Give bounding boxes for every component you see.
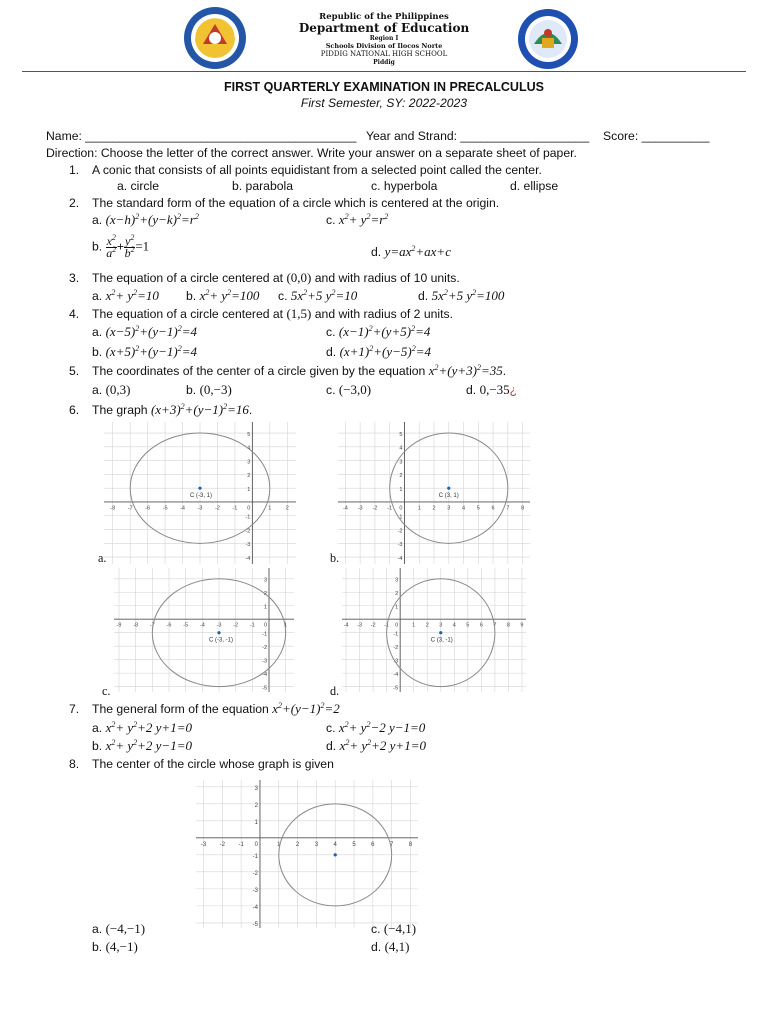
y-tick-label: -1 <box>252 853 258 860</box>
region-line: Region I <box>369 35 399 42</box>
q6-graph-a-letter: a. <box>98 551 107 565</box>
q2-option-a: a. $(x-h)^2+(y-k)^2=r^2$ <box>92 212 199 227</box>
q1-option-c: c. hyperbola <box>371 179 438 193</box>
x-tick-label: 7 <box>389 841 394 848</box>
score-field: Score: __________ <box>603 129 710 143</box>
q2-text: The standard form of the equation of a circle which is centered at the origin. <box>92 196 500 210</box>
q5-option-a: a. (0,3) <box>92 382 131 397</box>
y-tick-label: 4 <box>247 445 251 452</box>
y-tick-label: 1 <box>263 604 267 611</box>
q4-option-c: c. $(x-1)^2+(y+5)^2=4$ <box>326 324 431 339</box>
x-tick-label: 6 <box>371 841 375 848</box>
q5-option-d: d. 0,−35¿ <box>466 382 517 397</box>
origin-label: 0 <box>263 622 267 629</box>
origin-label: 0 <box>399 505 403 512</box>
x-tick-label: 1 <box>268 505 272 512</box>
q2-option-c: c. $x^2+ y^2=r^2$ <box>326 212 389 227</box>
exam-subtitle: First Semester, SY: 2022-2023 <box>300 96 468 110</box>
q6-graph-c <box>114 568 294 692</box>
q7-number: 7. <box>69 702 80 716</box>
q3-text: The equation of a circle centered at (0,0) and with radius of 10 units. <box>92 270 460 285</box>
x-tick-label: -3 <box>197 505 203 512</box>
center-point <box>439 631 442 634</box>
x-tick-label: -1 <box>232 505 238 512</box>
y-tick-label: 2 <box>395 591 399 598</box>
q1-option-a: a. circle <box>117 179 159 193</box>
x-tick-label: 1 <box>277 841 281 848</box>
y-tick-label: -2 <box>252 870 258 877</box>
y-tick-label: -4 <box>397 555 403 562</box>
x-tick-label: 5 <box>352 841 356 848</box>
x-tick-label: 3 <box>439 622 443 629</box>
direction-text: Direction: Choose the letter of the correct answer. Write your answer on a separate sheet of paper. <box>46 146 577 160</box>
y-tick-label: 3 <box>254 785 258 792</box>
y-tick-label: -2 <box>245 528 251 535</box>
x-tick-label: -2 <box>372 505 378 512</box>
y-tick-label: -4 <box>393 671 399 678</box>
town-line: Piddig <box>373 59 395 66</box>
x-tick-label: -2 <box>233 622 239 629</box>
republic-line: Republic of the Philippines <box>319 12 449 22</box>
x-tick-label: -1 <box>387 505 393 512</box>
q6-graph-d <box>342 568 526 692</box>
q3-option-c: c. $5x^2+5$ $y^2=10$ <box>278 288 358 303</box>
x-tick-label: 2 <box>425 622 429 629</box>
q3-option-b: b. $x^2+ y^2=100$ <box>186 288 260 303</box>
x-tick-label: 7 <box>506 505 510 512</box>
x-tick-label: -6 <box>145 505 151 512</box>
q7-text: The general form of the equation $x^2+(y-1)^2=2$ <box>92 701 340 716</box>
q1-text: A conic that consists of all points equidistant from a selected point called the center. <box>92 163 542 177</box>
y-tick-label: -1 <box>245 514 251 521</box>
y-tick-label: -3 <box>397 542 403 549</box>
x-tick-label: 3 <box>314 841 319 848</box>
q7-option-b: b. $x^2+ y^2+2$ y−1=0 <box>92 738 192 753</box>
x-tick-label: -6 <box>166 622 172 629</box>
y-tick-label: -4 <box>245 555 251 562</box>
center-label: C (3, -1) <box>430 637 453 644</box>
q1-option-b: b. parabola <box>232 179 293 193</box>
center-label: C (-3, 1) <box>190 493 213 500</box>
x-tick-label: 1 <box>412 622 416 629</box>
y-tick-label: 2 <box>399 473 403 480</box>
q8-text: The center of the circle whose graph is given <box>92 757 334 771</box>
x-tick-label: 9 <box>520 622 524 629</box>
q4-option-a: a. $(x-5)^2+(y-1)^2=4$ <box>92 324 198 339</box>
x-tick-label: -1 <box>384 622 390 629</box>
school-line: PIDDIG NATIONAL HIGH SCHOOL <box>320 50 448 58</box>
center-point <box>334 853 337 856</box>
x-tick-label: 5 <box>476 505 480 512</box>
y-tick-label: -4 <box>252 904 258 911</box>
y-tick-label: -5 <box>252 921 258 928</box>
center-label: C (3, 1) <box>438 493 459 500</box>
x-tick-label: -4 <box>180 505 185 512</box>
q4-option-d: d. $(x+1)^2+(y-5)^2=4$ <box>326 344 432 359</box>
q8-option-d: d. (4,1) <box>371 939 410 954</box>
x-tick-label: -4 <box>342 505 348 512</box>
x-tick-label: -5 <box>162 505 168 512</box>
x-tick-label: 8 <box>521 505 525 512</box>
q5-text: The coordinates of the center of a circle given by the equation $x^2+(y+3)^2=35$. <box>92 363 507 378</box>
x-tick-label: -2 <box>370 622 376 629</box>
y-tick-label: 3 <box>263 577 267 584</box>
y-tick-label: 2 <box>263 591 267 598</box>
q1-number: 1. <box>69 163 80 177</box>
center-point <box>198 487 201 490</box>
y-tick-label: 3 <box>399 459 403 466</box>
q6-text: The graph $(x+3)^2+(y-1)^2=16$. <box>92 402 253 417</box>
x-tick-label: -4 <box>199 622 205 629</box>
x-tick-label: -3 <box>357 505 363 512</box>
y-tick-label: 3 <box>247 459 251 466</box>
y-tick-label: 5 <box>247 431 251 438</box>
x-tick-label: -3 <box>216 622 222 629</box>
x-tick-label: -5 <box>183 622 189 629</box>
y-tick-label: 5 <box>399 431 403 438</box>
q5-option-c: c. (−3,0) <box>326 382 372 397</box>
q7-option-a: a. $x^2+ y^2+2$ y+1=0 <box>92 720 192 735</box>
x-tick-label: -1 <box>238 841 244 848</box>
q6-graph-c-letter: c. <box>102 684 111 698</box>
y-tick-label: 1 <box>247 486 251 493</box>
x-tick-label: -1 <box>249 622 255 629</box>
department-line: Department of Education <box>298 21 470 35</box>
x-tick-label: 7 <box>493 622 497 629</box>
y-tick-label: -2 <box>393 644 399 651</box>
x-tick-label: 3 <box>447 505 451 512</box>
division-line: Schools Division of Ilocos Norte <box>325 42 443 50</box>
y-tick-label: -2 <box>397 528 403 535</box>
origin-label: 0 <box>247 505 251 512</box>
x-tick-label: -2 <box>219 841 226 848</box>
q6-graph-b <box>338 422 530 564</box>
x-tick-label: -7 <box>149 622 155 629</box>
x-tick-label: -7 <box>127 505 133 512</box>
y-tick-label: -1 <box>393 631 399 638</box>
q7-option-d: d. $x^2+ y^2+2$ y+1=0 <box>326 738 426 753</box>
x-tick-label: 2 <box>285 505 289 512</box>
q3-number: 3. <box>69 271 80 285</box>
q3-option-a: a. $x^2+ y^2=10$ <box>92 288 159 303</box>
x-tick-label: 2 <box>295 841 300 848</box>
center-point <box>447 487 450 490</box>
y-tick-label: -3 <box>262 658 267 665</box>
q3-option-d: d. $5x^2+5$ $y^2=100$ <box>418 288 505 303</box>
x-tick-label: 1 <box>417 505 421 512</box>
y-tick-label: -1 <box>397 514 403 521</box>
q4-number: 4. <box>69 307 80 321</box>
x-tick-label: -8 <box>110 505 116 512</box>
x-tick-label: 8 <box>506 622 510 629</box>
q8-option-a: a. (−4,−1) <box>92 921 146 936</box>
center-label: C (-3, -1) <box>209 637 233 644</box>
q2-option-b: b. $\frac{x^2}{a^2}$ + $\frac{y^2}{b^2}$ =1 <box>92 233 150 260</box>
x-tick-label: -4 <box>343 622 349 629</box>
y-tick-label: -5 <box>393 685 399 692</box>
x-tick-label: 6 <box>479 622 483 629</box>
y-tick-label: 2 <box>254 802 258 809</box>
q4-option-b: b. $(x+5)^2+(y-1)^2=4$ <box>92 344 198 359</box>
x-tick-label: 2 <box>432 505 436 512</box>
x-tick-label: 1 <box>284 622 288 629</box>
q6-graph-d-letter: d. <box>330 684 340 698</box>
y-tick-label: 2 <box>247 473 251 480</box>
q4-text: The equation of a circle centered at (1,5) and with radius of 2 units. <box>92 306 453 321</box>
q8-option-c: c. (−4,1) <box>371 921 417 936</box>
x-tick-label: 4 <box>462 505 466 512</box>
q6-graph-b-letter: b. <box>330 551 340 565</box>
q6-graph-a <box>104 422 296 564</box>
x-tick-label: 5 <box>466 622 470 629</box>
q5-option-b: b. (0,−3) <box>186 382 232 397</box>
y-tick-label: 1 <box>399 486 403 493</box>
q7-option-c: c. $x^2+ y^2-2$ y−1=0 <box>326 720 426 735</box>
y-tick-label: -4 <box>262 671 267 678</box>
y-tick-label: -3 <box>245 542 251 549</box>
y-tick-label: 3 <box>395 577 399 584</box>
x-tick-label: -8 <box>133 622 139 629</box>
strand-field: Year and Strand: ___________________ <box>366 129 590 143</box>
x-tick-label: 8 <box>408 841 413 848</box>
x-tick-label: 4 <box>333 841 337 848</box>
y-tick-label: -1 <box>262 631 267 638</box>
y-tick-label: -5 <box>262 685 267 692</box>
q5-number: 5. <box>69 364 80 378</box>
q8-number: 8. <box>69 757 80 771</box>
origin-label: 0 <box>395 622 399 629</box>
q8-option-b: b. (4,−1) <box>92 939 138 954</box>
origin-label: 0 <box>254 841 258 848</box>
y-tick-label: -3 <box>393 658 399 665</box>
x-tick-label: 6 <box>491 505 495 512</box>
x-tick-label: 4 <box>452 622 456 629</box>
y-tick-label: 1 <box>395 604 399 611</box>
y-tick-label: 1 <box>254 819 258 826</box>
center-point <box>217 631 220 634</box>
x-tick-label: -3 <box>357 622 363 629</box>
y-tick-label: -2 <box>262 644 267 651</box>
name-field: Name: ________________________________________ <box>46 129 357 143</box>
q6-number: 6. <box>69 403 80 417</box>
x-tick-label: -9 <box>116 622 122 629</box>
x-tick-label: -2 <box>215 505 220 512</box>
q2-option-d: d. $y=ax^2+ax+c$ <box>371 244 451 259</box>
y-tick-label: -3 <box>252 887 258 894</box>
q2-number: 2. <box>69 196 80 210</box>
x-tick-label: -3 <box>200 841 207 848</box>
exam-title: FIRST QUARTERLY EXAMINATION IN PRECALCULUS <box>224 80 544 94</box>
q1-option-d: d. ellipse <box>510 179 559 193</box>
header-rule <box>22 71 746 72</box>
q8-graph <box>196 780 418 928</box>
y-tick-label: 4 <box>399 445 403 452</box>
